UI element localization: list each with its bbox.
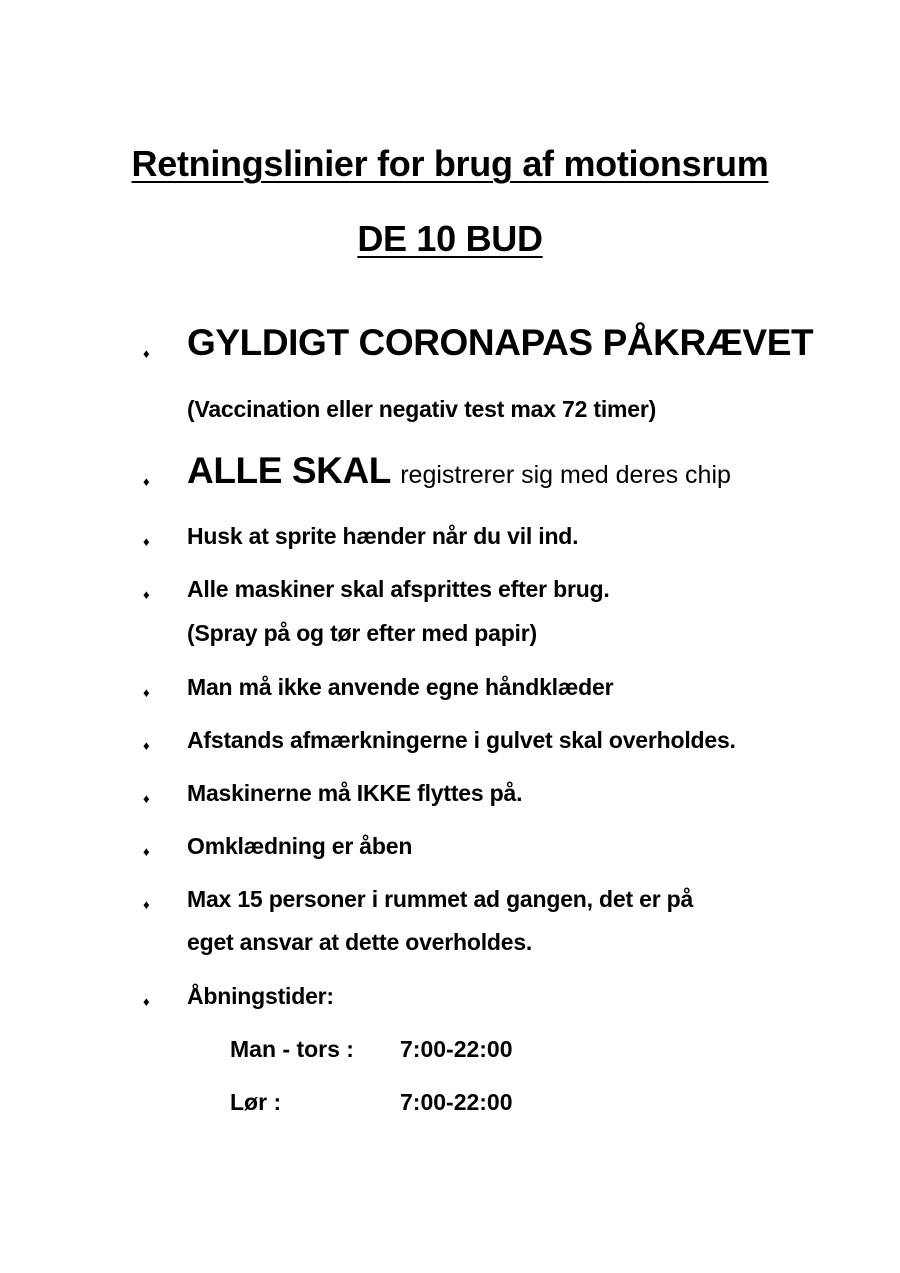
diamond-bullet-icon: ♦ [143,346,150,361]
rule-strong: ALLE SKAL [187,450,391,491]
rule-text: Husk at sprite hænder når du vil ind. [187,523,579,549]
page-title: Retningslinier for brug af motionsrum [131,143,769,184]
rule-text: Maskinerne må IKKE flyttes på. [187,780,523,806]
opening-hours-day: Lør : [230,1089,282,1115]
diamond-bullet-icon: ♦ [143,844,150,859]
rule-text: Omklædning er åben [187,833,413,859]
diamond-bullet-icon: ♦ [143,791,150,806]
rule-text: Alle maskiner skal afsprittes efter brug. [187,576,610,602]
diamond-bullet-icon: ♦ [143,534,150,549]
rule-text [187,450,731,492]
diamond-bullet-icon: ♦ [143,587,150,602]
opening-hours-row [230,1089,513,1116]
page-subtitle: DE 10 BUD [357,218,543,259]
diamond-bullet-icon: ♦ [143,994,150,1009]
rule-text: Max 15 personer i rummet ad gangen, det er på [187,886,694,912]
rule-subtext: eget ansvar at dette overholdes. [187,929,533,955]
diamond-bullet-icon: ♦ [143,685,150,700]
opening-hours-time: 7:00-22:00 [400,1089,513,1115]
rule-text: GYLDIGT CORONAPAS PÅKRÆVET [187,322,814,363]
opening-hours-time: 7:00-22:00 [400,1036,513,1062]
rule-subtext: (Spray på og tør efter med papir) [187,620,537,646]
opening-hours-day: Man - tors : [230,1036,354,1062]
diamond-bullet-icon: ♦ [143,897,150,912]
rule-normal: registrerer sig med deres chip [400,461,731,489]
rule-text: Åbningstider: [187,983,334,1009]
rule-subtext: (Vaccination eller negativ test max 72 timer) [187,396,657,422]
rule-text: Afstands afmærkningerne i gulvet skal overholdes. [187,727,736,753]
diamond-bullet-icon: ♦ [143,474,150,489]
rule-text: Man må ikke anvende egne håndklæder [187,674,614,700]
diamond-bullet-icon: ♦ [143,738,150,753]
opening-hours-row [230,1036,513,1063]
